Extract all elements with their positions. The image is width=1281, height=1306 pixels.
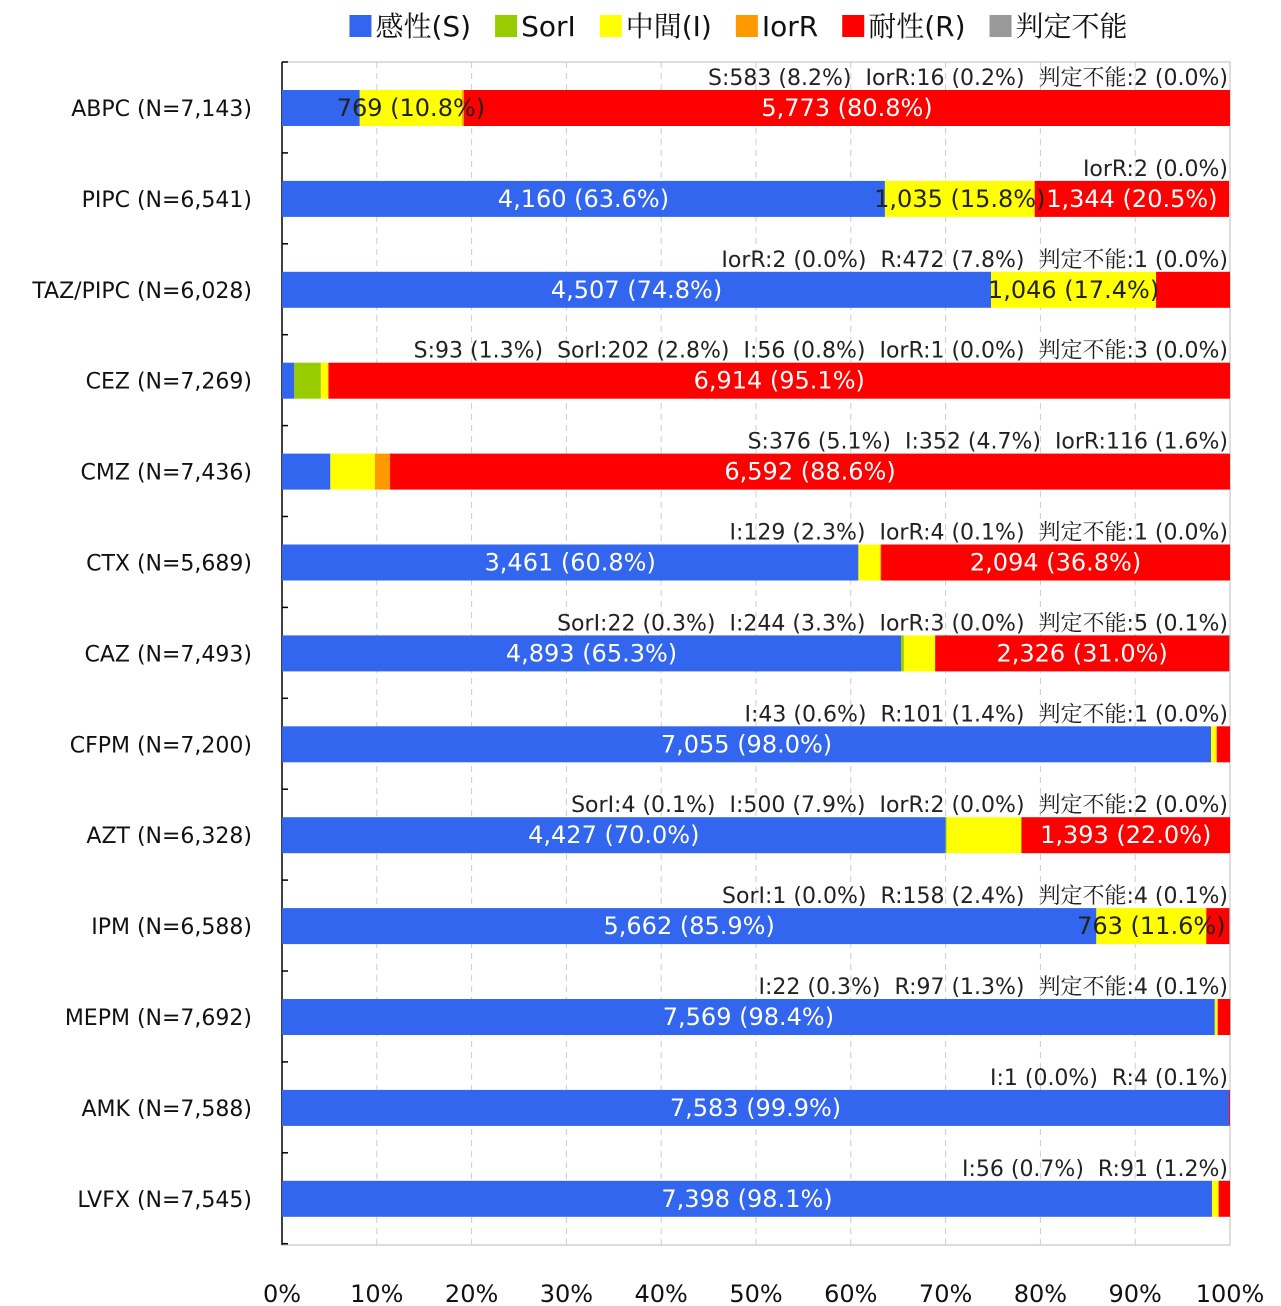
- annotation-label: R:97 (1.3%): [894, 975, 1025, 1000]
- data-label: 4,507 (74.8%): [550, 275, 723, 304]
- x-tick-label: 90%: [1108, 1280, 1162, 1306]
- x-tick-label: 10%: [350, 1280, 404, 1306]
- data-label: 763 (11.6%): [1077, 912, 1226, 941]
- annotation-label: I:352 (4.7%): [904, 429, 1041, 455]
- annotation-label: IorR:2 (0.0%): [1082, 156, 1228, 182]
- legend-label: 感性(S): [375, 10, 472, 43]
- category-label: CEZ (N=7,269): [85, 369, 252, 395]
- legend-label: 耐性(R): [868, 10, 966, 43]
- annotation-label: S:376 (5.1%): [747, 429, 891, 455]
- annotation-label: R:91 (1.2%): [1097, 1156, 1228, 1182]
- annotation-label: 判定不能:1 (0.0%): [1038, 702, 1228, 728]
- x-tick-label: 100%: [1195, 1280, 1265, 1306]
- bar-segment-SorI: [901, 635, 904, 671]
- legend-swatch: [349, 15, 371, 37]
- data-label: 1,035 (15.8%): [874, 184, 1046, 213]
- legend-label: SorI: [521, 10, 576, 43]
- annotation-row: [722, 884, 1228, 909]
- category-label: LVFX (N=7,545): [77, 1187, 252, 1213]
- annotation-row: [748, 430, 1228, 455]
- annotation-label: I:129 (2.3%): [729, 520, 866, 546]
- bar-segment-I: [1212, 1181, 1219, 1217]
- x-tick-label: 70%: [918, 1280, 973, 1306]
- annotation-label: I:244 (3.3%): [729, 611, 866, 637]
- bar-segment-SorI: [294, 363, 321, 399]
- bar-segment-I: [947, 817, 1022, 853]
- annotation-label: I:500 (7.9%): [729, 793, 866, 819]
- annotation-row: [557, 611, 1228, 636]
- annotation-label: 判定不能:4 (0.1%): [1038, 975, 1228, 1000]
- data-label: 4,893 (65.3%): [505, 639, 678, 668]
- annotation-label: I:56 (0.8%): [743, 338, 866, 364]
- category-label: TAZ/PIPC (N=6,028): [32, 278, 252, 304]
- category-label: CFPM (N=7,200): [69, 733, 252, 759]
- annotation-label: R:4 (0.1%): [1111, 1065, 1228, 1091]
- annotation-label: I:43 (0.6%): [744, 702, 867, 728]
- x-tick-label: 80%: [1013, 1280, 1068, 1306]
- bar-segment-IorR: [375, 454, 390, 490]
- bar-segment-R: [1218, 999, 1230, 1035]
- annotation-label: SorI:4 (0.1%): [571, 793, 716, 819]
- annotation-label: 判定不能:2 (0.0%): [1038, 66, 1228, 91]
- annotation-label: I:1 (0.0%): [989, 1065, 1098, 1091]
- annotation-label: R:158 (2.4%): [880, 884, 1025, 910]
- annotation-label: IorR:2 (0.0%): [721, 247, 867, 273]
- annotation-label: I:56 (0.7%): [961, 1156, 1084, 1182]
- data-label: 4,427 (70.0%): [528, 821, 700, 850]
- bar-segment-S: [282, 454, 330, 490]
- annotation-label: IorR:1 (0.0%): [879, 338, 1025, 364]
- legend-swatch: [495, 15, 517, 37]
- annotation-label: IorR:16 (0.2%): [865, 66, 1025, 91]
- category-label: CAZ (N=7,493): [84, 642, 252, 668]
- annotation-row: [730, 521, 1228, 546]
- annotation-label: IorR:3 (0.0%): [879, 611, 1025, 637]
- bar-segment-I: [330, 454, 375, 490]
- annotation-label: S:583 (8.2%): [708, 66, 852, 91]
- legend-swatch: [600, 15, 622, 37]
- annotation-label: S:93 (1.3%): [413, 338, 544, 364]
- data-label: 1,344 (20.5%): [1046, 184, 1218, 213]
- x-tick-label: 40%: [634, 1280, 688, 1306]
- data-label: 1,393 (22.0%): [1040, 821, 1212, 850]
- data-label: 1,046 (17.4%): [987, 275, 1160, 304]
- annotation-label: 判定不能:4 (0.1%): [1038, 884, 1228, 910]
- annotation-label: SorI:1 (0.0%): [722, 884, 867, 910]
- bar-segment-SorI: [946, 817, 947, 853]
- data-label: 3,461 (60.8%): [484, 548, 656, 577]
- annotation-label: 判定不能:5 (0.1%): [1038, 611, 1228, 637]
- legend-swatch: [736, 15, 758, 37]
- annotation-row: [1083, 157, 1228, 182]
- annotation-label: I:22 (0.3%): [758, 975, 881, 1000]
- annotation-row: [990, 1066, 1228, 1091]
- annotation-row: [708, 66, 1228, 91]
- bar-segment-I: [858, 545, 880, 581]
- legend-label: 中間(I): [625, 10, 712, 43]
- bar-segment-R: [1217, 726, 1230, 762]
- bar-segment-R: [1219, 1181, 1230, 1217]
- data-label: 769 (10.8%): [336, 94, 486, 122]
- annotation-row: [759, 975, 1229, 1000]
- bar-segment-ND: [1229, 635, 1230, 671]
- bar-segment-ND: [1230, 999, 1231, 1035]
- x-tick-label: 20%: [444, 1280, 499, 1306]
- data-label: 2,094 (36.8%): [969, 548, 1142, 577]
- x-tick-label: 0%: [262, 1280, 302, 1306]
- annotation-label: 判定不能:3 (0.0%): [1038, 338, 1228, 364]
- category-label: CMZ (N=7,436): [80, 460, 252, 486]
- annotation-label: SorI:202 (2.8%): [557, 338, 730, 364]
- legend-label: 判定不能: [1015, 10, 1128, 43]
- bar-segment-I: [904, 635, 935, 671]
- x-tick-label: 60%: [824, 1280, 878, 1306]
- legend-label: IorR: [761, 10, 819, 43]
- category-label: ABPC (N=7,143): [71, 97, 252, 122]
- x-tick-label: 50%: [729, 1280, 783, 1306]
- data-label: 2,326 (31.0%): [996, 639, 1168, 668]
- annotation-row: [571, 793, 1228, 818]
- category-label: MEPM (N=7,692): [64, 1006, 252, 1031]
- data-label: 4,160 (63.6%): [497, 184, 670, 213]
- bar-segment-R: [1156, 272, 1230, 308]
- bar-segment-R: [1229, 1090, 1230, 1126]
- annotation-label: IorR:2 (0.0%): [879, 793, 1025, 819]
- data-label: 6,592 (88.6%): [724, 457, 896, 486]
- legend: [349, 10, 1127, 43]
- annotation-row: [721, 248, 1228, 273]
- bar-segment-ND: [1229, 908, 1230, 944]
- annotation-label: SorI:22 (0.3%): [557, 611, 716, 637]
- annotation-label: 判定不能:1 (0.0%): [1038, 247, 1228, 273]
- category-label: AZT (N=6,328): [86, 824, 252, 850]
- data-label: 6,914 (95.1%): [693, 366, 865, 395]
- data-label: 5,662 (85.9%): [603, 912, 775, 941]
- x-tick-label: 30%: [539, 1280, 594, 1306]
- bar-segment-I: [1211, 726, 1217, 762]
- data-label: 7,569 (98.4%): [662, 1003, 835, 1031]
- bar-segment-IorR: [880, 545, 881, 581]
- bar-segment-S: [282, 363, 294, 399]
- category-label: IPM (N=6,588): [91, 915, 252, 941]
- category-label: PIPC (N=6,541): [81, 187, 252, 213]
- bar-segment-I: [321, 363, 329, 399]
- annotation-row: [962, 1157, 1228, 1182]
- category-label: AMK (N=7,588): [81, 1096, 252, 1122]
- bar-segment-I: [1215, 999, 1218, 1035]
- data-label: 7,055 (98.0%): [660, 730, 833, 759]
- annotation-label: IorR:116 (1.6%): [1054, 429, 1228, 455]
- legend-swatch: [990, 15, 1012, 37]
- annotation-label: 判定不能:1 (0.0%): [1038, 520, 1228, 546]
- annotation-label: R:472 (7.8%): [880, 247, 1025, 273]
- annotation-label: IorR:4 (0.1%): [879, 520, 1025, 546]
- data-label: 7,398 (98.1%): [661, 1184, 833, 1213]
- annotation-label: 判定不能:2 (0.0%): [1038, 793, 1228, 819]
- annotation-label: R:101 (1.4%): [880, 702, 1025, 728]
- data-label: 7,583 (99.9%): [669, 1093, 842, 1122]
- legend-swatch: [842, 15, 864, 37]
- annotation-row: [414, 339, 1228, 364]
- category-label: CTX (N=5,689): [86, 551, 252, 577]
- data-label: 5,773 (80.8%): [761, 94, 933, 122]
- annotation-row: [745, 702, 1229, 727]
